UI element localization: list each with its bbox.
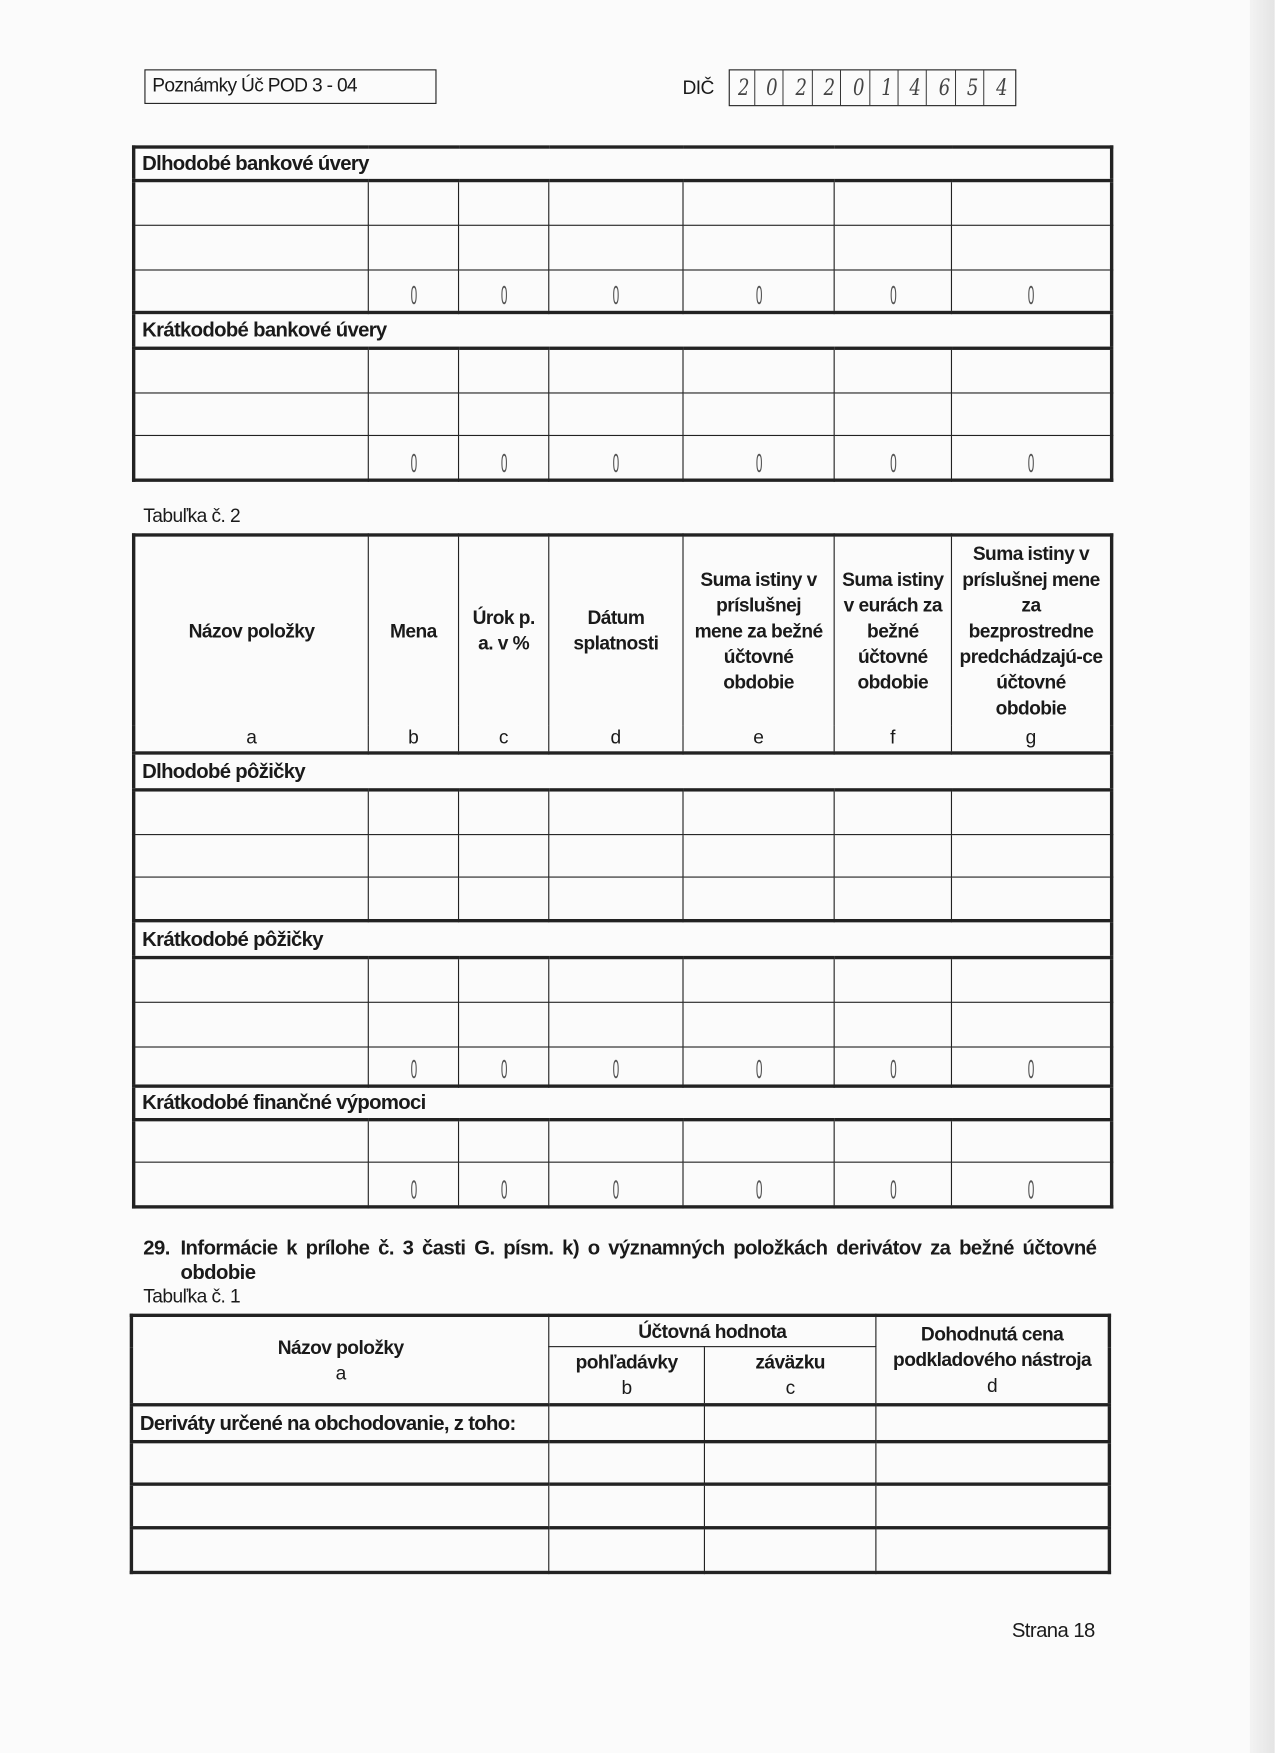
table-cell <box>834 348 951 393</box>
table-row <box>134 958 1112 1003</box>
table-cell <box>876 1442 1109 1484</box>
table-cell <box>951 225 1111 270</box>
table-row <box>134 435 1112 480</box>
cell-value: 0 <box>755 1177 763 1206</box>
column-header-book-value: Účtovná hodnota <box>549 1315 876 1346</box>
table-cell <box>549 1047 683 1086</box>
table-cell <box>368 1120 458 1162</box>
table-cell <box>368 393 458 435</box>
table-cell <box>876 1405 1109 1442</box>
table-cell <box>459 435 549 480</box>
table-cell <box>368 270 458 312</box>
header-label: Dohodnutá cena podkladového nástroja <box>893 1323 1092 1371</box>
section-title: Dlhodobé bankové úvery <box>134 147 1112 181</box>
table-cell <box>834 1002 951 1047</box>
table-cell <box>834 270 951 312</box>
column-letter: d <box>987 1375 998 1397</box>
cell-value: 0 <box>612 450 620 479</box>
table-cell <box>683 181 834 226</box>
table-cell <box>951 835 1111 877</box>
table-cell <box>459 958 549 1003</box>
table-row <box>134 1162 1112 1207</box>
table-cell <box>549 1002 683 1047</box>
table-cell <box>368 790 458 835</box>
column-header: Dátum splatnosti <box>549 535 683 725</box>
cell-value: 0 <box>1027 282 1035 311</box>
table-cell <box>951 958 1111 1003</box>
table-cell <box>459 877 549 921</box>
table-cell <box>834 790 951 835</box>
table1-caption: Tabuľka č. 1 <box>143 1285 241 1307</box>
table-cell <box>459 1120 549 1162</box>
table-cell <box>834 181 951 226</box>
table-cell <box>368 877 458 921</box>
cell-value: 0 <box>1027 1177 1035 1206</box>
dic-digit: 0 <box>847 70 870 105</box>
column-letter: a <box>134 725 369 753</box>
table-cell <box>876 1484 1109 1528</box>
column-letter: c <box>459 725 549 753</box>
table-cell <box>549 270 683 312</box>
cell-value: 0 <box>1027 1056 1035 1085</box>
header-row <box>131 1315 1109 1346</box>
dic-digit: 0 <box>761 70 784 105</box>
table-row <box>134 1047 1112 1086</box>
table-cell <box>459 1002 549 1047</box>
table-cell <box>134 393 369 435</box>
table-cell <box>459 393 549 435</box>
cell-value: 0 <box>755 450 763 479</box>
table-cell <box>549 958 683 1003</box>
table-cell <box>131 1528 548 1573</box>
cell-value: 0 <box>409 1056 417 1085</box>
cell-value: 0 <box>409 450 417 479</box>
column-header: Suma istiny v príslušnej mene za bežné účtovné obdobie <box>683 535 834 725</box>
table-cell <box>834 393 951 435</box>
table-cell <box>549 348 683 393</box>
table-cell <box>549 1120 683 1162</box>
column-letter: b <box>368 725 458 753</box>
table-row <box>131 1442 1109 1484</box>
cell-value: 0 <box>1027 450 1035 479</box>
column-header: Úrok p. a. v % <box>459 535 549 725</box>
table-cell <box>368 1162 458 1207</box>
table-cell <box>134 1120 369 1162</box>
cell-value: 0 <box>755 1056 763 1085</box>
dic-digit: 1 <box>876 70 899 105</box>
table-row <box>134 348 1112 393</box>
table-cell <box>549 1442 705 1484</box>
dic-digit: 5 <box>962 70 985 105</box>
table-cell <box>704 1484 875 1528</box>
table-cell <box>459 790 549 835</box>
dic-digit: 4 <box>905 70 928 105</box>
table-row <box>134 790 1112 835</box>
section-title: Krátkodobé bankové úvery <box>134 312 1112 348</box>
table-cell <box>951 393 1111 435</box>
table-cell <box>834 1162 951 1207</box>
table-cell <box>704 1442 875 1484</box>
section-title: Dlhodobé pôžičky <box>134 753 1112 790</box>
table-cell <box>951 270 1111 312</box>
table-cell <box>368 348 458 393</box>
column-letter: c <box>785 1377 795 1399</box>
column-header: Suma istiny v eurách za bežné účtovné obdobie <box>834 535 951 725</box>
table-cell <box>683 393 834 435</box>
table-cell <box>134 877 369 921</box>
column-letter: e <box>683 725 834 753</box>
table-cell <box>683 790 834 835</box>
table-cell <box>459 835 549 877</box>
column-header: Suma istiny v príslušnej mene za bezprostredne predchádzajú-ce účtovné obdobie <box>951 535 1111 725</box>
section-29-heading <box>143 1235 1096 1284</box>
dic-digit: 6 <box>933 70 956 105</box>
table-row <box>134 835 1112 877</box>
table-cell <box>134 270 369 312</box>
scan-edge <box>1250 0 1275 1753</box>
table-cell <box>549 225 683 270</box>
dic-boxes <box>729 69 1017 106</box>
table-row <box>134 181 1112 226</box>
table-cell <box>459 1047 549 1086</box>
column-letter: f <box>834 725 951 753</box>
table-row <box>134 270 1112 312</box>
table-cell <box>134 435 369 480</box>
column-letter: g <box>951 725 1111 753</box>
table-cell <box>134 181 369 226</box>
section-title-row <box>134 312 1112 348</box>
table-cell <box>683 1120 834 1162</box>
table-cell <box>951 348 1111 393</box>
table-cell <box>134 1162 369 1207</box>
table-cell <box>834 835 951 877</box>
section-title-row <box>134 753 1112 790</box>
section-title-row <box>134 1086 1112 1120</box>
table-cell <box>549 1405 705 1442</box>
table-row <box>131 1528 1109 1573</box>
section-title: Deriváty určené na obchodovanie, z toho: <box>131 1405 548 1442</box>
table-cell <box>549 790 683 835</box>
section-title-row <box>131 1405 1109 1442</box>
header-label: záväzku <box>755 1351 825 1373</box>
cell-value: 0 <box>500 282 508 311</box>
table-cell <box>134 958 369 1003</box>
table-cell <box>368 958 458 1003</box>
table-cell <box>134 1002 369 1047</box>
dic-digit: 2 <box>819 70 842 105</box>
cell-value: 0 <box>409 1177 417 1206</box>
table-cell <box>834 225 951 270</box>
table-cell <box>683 270 834 312</box>
table-cell <box>549 393 683 435</box>
section-number: 29. <box>143 1236 170 1259</box>
table-cell <box>951 1120 1111 1162</box>
cell-value: 0 <box>755 282 763 311</box>
table-cell <box>368 1047 458 1086</box>
cell-value: 0 <box>612 282 620 311</box>
table-row <box>134 1120 1112 1162</box>
table-cell <box>131 1484 548 1528</box>
table-cell <box>683 958 834 1003</box>
column-header: Názov položky <box>134 535 369 725</box>
table-cell <box>683 348 834 393</box>
table-row <box>134 225 1112 270</box>
table-cell <box>368 225 458 270</box>
table-cell <box>134 1047 369 1086</box>
table-row <box>134 877 1112 921</box>
cell-value: 0 <box>500 1056 508 1085</box>
column-header-receivables <box>549 1347 705 1405</box>
table-cell <box>834 958 951 1003</box>
table-cell <box>368 1002 458 1047</box>
table-cell <box>683 835 834 877</box>
table-cell <box>683 225 834 270</box>
bank-loans-table <box>132 145 1113 482</box>
table-cell <box>549 877 683 921</box>
table-cell <box>549 1528 705 1573</box>
section-text: Informácie k prílohe č. 3 časti G. písm. k) o významných položkách derivátov za bežné účtovné obdobie <box>180 1236 1097 1284</box>
table-cell <box>704 1528 875 1573</box>
table-cell <box>131 1442 548 1484</box>
table-cell <box>951 1047 1111 1086</box>
table-cell <box>549 1162 683 1207</box>
table-cell <box>459 181 549 226</box>
table-row <box>131 1484 1109 1528</box>
derivatives-table <box>130 1314 1111 1574</box>
table-cell <box>951 877 1111 921</box>
header-label: pohľadávky <box>575 1351 678 1373</box>
borrowings-table <box>132 533 1113 1208</box>
header-row <box>134 535 1112 725</box>
column-letter: a <box>335 1362 346 1384</box>
table-cell <box>951 435 1111 480</box>
column-header-liabilities <box>704 1347 875 1405</box>
table-cell <box>368 835 458 877</box>
table-cell <box>368 181 458 226</box>
table-cell <box>834 1047 951 1086</box>
header-label: Názov položky <box>277 1336 404 1358</box>
table2-caption: Tabuľka č. 2 <box>143 505 241 527</box>
table-cell <box>459 225 549 270</box>
cell-value: 0 <box>889 1056 897 1085</box>
table-cell <box>951 1002 1111 1047</box>
table-cell <box>549 435 683 480</box>
column-header-agreed-price <box>876 1315 1109 1404</box>
table-cell <box>683 877 834 921</box>
section-title-row <box>134 921 1112 958</box>
column-letter: b <box>621 1377 632 1399</box>
cell-value: 0 <box>889 450 897 479</box>
table-row <box>134 393 1112 435</box>
table-cell <box>834 435 951 480</box>
table-cell <box>549 835 683 877</box>
cell-value: 0 <box>889 282 897 311</box>
cell-value: 0 <box>889 1177 897 1206</box>
table-cell <box>683 1002 834 1047</box>
column-letter: d <box>549 725 683 753</box>
section-title: Krátkodobé pôžičky <box>134 921 1112 958</box>
table-row <box>134 1002 1112 1047</box>
form-title: Poznámky Úč POD 3 - 04 <box>144 69 436 104</box>
table-cell <box>834 877 951 921</box>
table-cell <box>134 225 369 270</box>
column-header-name <box>131 1315 548 1404</box>
table-cell <box>549 1484 705 1528</box>
table-cell <box>683 1162 834 1207</box>
table-cell <box>951 790 1111 835</box>
table-cell <box>549 181 683 226</box>
dic-label: DIČ <box>682 77 714 99</box>
table-cell <box>368 435 458 480</box>
table-cell <box>951 1162 1111 1207</box>
cell-value: 0 <box>409 282 417 311</box>
table-cell <box>134 790 369 835</box>
table-cell <box>459 1162 549 1207</box>
page-number: Strana 18 <box>1011 1618 1095 1642</box>
table-cell <box>834 1120 951 1162</box>
cell-value: 0 <box>500 1177 508 1206</box>
table-cell <box>951 181 1111 226</box>
section-title-row <box>134 147 1112 181</box>
table-cell <box>683 1047 834 1086</box>
letters-row <box>134 725 1112 753</box>
cell-value: 0 <box>500 450 508 479</box>
table-cell <box>683 435 834 480</box>
table-cell <box>459 270 549 312</box>
dic-digit: 4 <box>995 73 1008 101</box>
table-cell <box>876 1528 1109 1573</box>
cell-value: 0 <box>612 1177 620 1206</box>
table-cell <box>704 1405 875 1442</box>
section-title: Krátkodobé finančné výpomoci <box>134 1086 1112 1120</box>
dic-digit: 2 <box>790 70 813 105</box>
dic-digit: 2 <box>733 70 756 105</box>
cell-value: 0 <box>612 1056 620 1085</box>
column-header: Mena <box>368 535 458 725</box>
table-cell <box>459 348 549 393</box>
table-cell <box>134 348 369 393</box>
table-cell <box>134 835 369 877</box>
